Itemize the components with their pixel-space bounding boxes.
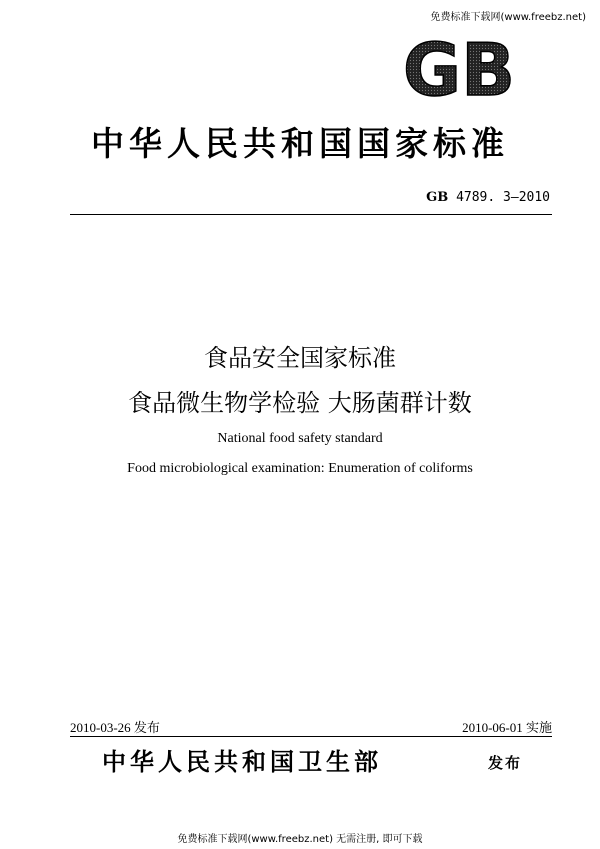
standard-number — [426, 190, 550, 205]
page-title: 中华人民共和国国家标准 — [91, 124, 509, 163]
zh-title-line1: 食品安全国家标准 — [204, 344, 396, 372]
bottom-watermark: 免费标准下载网(www.freebz.net) 无需注册, 即可下载 — [177, 834, 423, 845]
en-title-line1: National food safety standard — [217, 431, 383, 446]
implementation-date: 2010-06-01 实施 — [462, 720, 552, 735]
issue-date: 2010-03-26 发布 — [70, 720, 160, 735]
publisher-name: 中华人民共和国卫生部 — [102, 747, 382, 776]
bottom-divider — [70, 736, 552, 737]
gb-logo-text: GB — [403, 38, 515, 102]
top-divider — [70, 214, 552, 215]
en-title-line2: Food microbiological examination: Enumeration of coliforms — [127, 461, 473, 476]
publish-label: 发布 — [488, 754, 523, 772]
standard-prefix: GB — [426, 190, 449, 205]
standard-code: 4789. 3—2010 — [448, 190, 550, 205]
zh-title-line2: 食品微生物学检验 大肠菌群计数 — [128, 389, 472, 417]
top-watermark: 免费标准下载网(www.freebz.net) — [430, 12, 586, 23]
gb-logo — [400, 38, 518, 102]
